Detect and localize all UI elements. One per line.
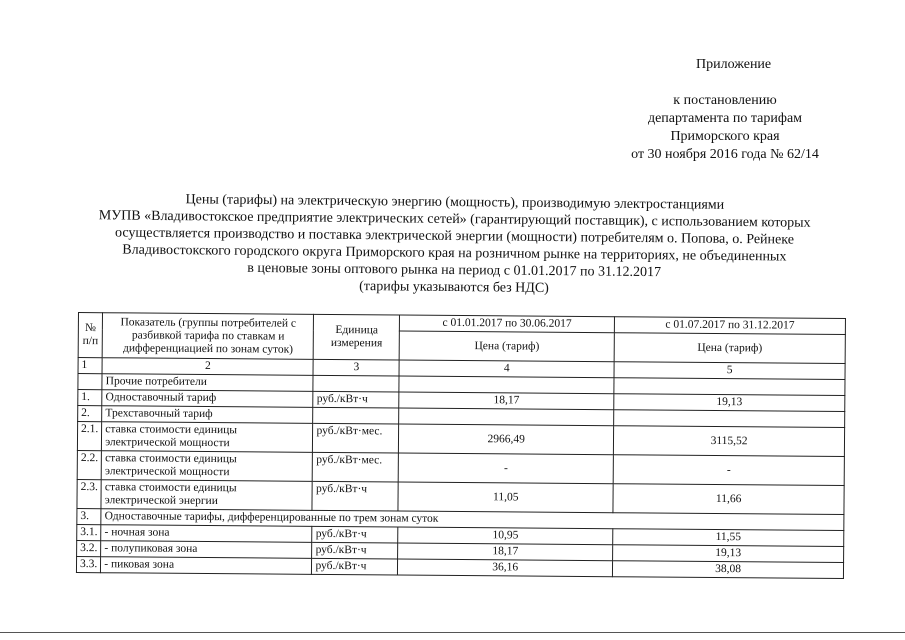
row-unit: руб./кВт·мес.: [313, 452, 399, 482]
header-price-2: Цена (тариф): [614, 333, 845, 364]
title-line: Владивостокского городского округа Приморского края на розничном рынке на территориях, не объединенных: [122, 242, 787, 265]
document-title: [69, 190, 840, 300]
row-num: 3.1.: [77, 524, 101, 540]
row-price-2: 38,08: [613, 561, 844, 579]
title-line: (тарифы указываются без НДС): [359, 279, 549, 297]
empty-cell: [399, 376, 614, 394]
approval-line: Приморского края: [670, 129, 780, 144]
column-number: 2: [102, 358, 313, 376]
row-price-1: 10,95: [398, 527, 613, 545]
title-line: МУПВ «Владивостокское предприятие электрических сетей» (гарантирующий поставщик), с использованием которых: [98, 208, 811, 231]
column-number: 3: [313, 359, 399, 376]
row-name: - полупиковая зона: [101, 541, 312, 559]
row-price-2: 3115,52: [614, 426, 845, 457]
row-price-2: 11,66: [613, 484, 844, 515]
row-price-1: 18,17: [398, 543, 613, 561]
column-number: 5: [614, 362, 845, 380]
header-period-1: с 01.01.2017 по 30.06.2017: [400, 315, 615, 333]
row-price-2: 11,55: [613, 529, 844, 547]
page-bottom-divider: [0, 632, 905, 633]
row-num: 3.3.: [76, 556, 100, 572]
header-period-2: с 01.07.2017 по 31.12.2017: [615, 317, 846, 335]
header-price-1: Цена (тариф): [399, 331, 614, 362]
row-price-1: -: [398, 453, 613, 484]
row-num: 1.: [78, 390, 102, 406]
row-num: 2.3.: [77, 479, 101, 508]
row-name: ставка стоимости единицы электрической мощности: [102, 422, 313, 453]
row-price-2: 19,13: [613, 545, 844, 563]
row-unit: руб./кВт·ч: [312, 481, 398, 511]
row-price-1: 18,17: [399, 392, 614, 410]
header-unit: Единица измерения: [314, 314, 400, 360]
row-price-1: 11,05: [398, 482, 613, 513]
header-num: № п/п: [78, 313, 103, 358]
row-price-1: [399, 408, 614, 426]
row-num: 2.1.: [77, 422, 101, 451]
empty-cell: [614, 378, 845, 396]
title-line: осуществляется производство и поставка электрической энергии (мощности) потребителям о. Попова, о. Рейнеке: [115, 225, 795, 248]
approval-block: [605, 92, 845, 164]
row-name: Трехставочный тариф: [102, 406, 313, 424]
column-number: 1: [78, 358, 102, 374]
row-num: 3.2.: [77, 540, 101, 556]
row-num: 2.: [78, 406, 102, 422]
header-indicator: Показатель (группы потребителей с разбивкой тарифа по ставкам и дифференциацией по зонам суток): [102, 313, 314, 360]
row-name: - ночная зона: [101, 525, 312, 543]
row-unit: руб./кВт·ч: [312, 526, 398, 543]
row-unit: руб./кВт·мес.: [313, 423, 399, 453]
empty-cell: [78, 374, 102, 390]
row-unit: руб./кВт·ч: [312, 542, 398, 559]
approval-line: от 30 ноября 2016 года № 62/14: [631, 147, 819, 162]
row-num: 2.2.: [77, 450, 101, 479]
empty-cell: [313, 375, 399, 392]
tariff-table: [76, 312, 846, 579]
row-unit: руб./кВт·ч: [313, 391, 399, 408]
row-price-2: -: [613, 455, 844, 486]
row-price-1: 36,16: [398, 559, 613, 577]
row-num: 3.: [77, 508, 101, 524]
row-price-2: [614, 410, 845, 428]
approval-line: департамента по тарифам: [647, 111, 803, 126]
section-title: Одноставочные тарифы, дифференцированные по трем зонам суток: [101, 509, 844, 531]
row-unit: [313, 407, 399, 424]
title-line: Цены (тарифы) на электрическую энергию (мощность), производимую электростанциями: [185, 192, 725, 213]
row-price-1: 2966,49: [399, 424, 614, 455]
column-number: 4: [399, 360, 614, 378]
row-name: ставка стоимости единицы электрической энергии: [101, 480, 312, 511]
row-name: - пиковая зона: [101, 557, 312, 575]
section-title: Прочие потребители: [102, 374, 313, 392]
title-line: в ценовые зоны оптового рынка на период с 01.01.2017 по 31.12.2017: [247, 260, 662, 281]
row-name: ставка стоимости единицы электрической мощности: [101, 451, 312, 482]
row-price-2: 19,13: [614, 394, 845, 412]
appendix-label: Приложение: [696, 57, 772, 72]
approval-line: к постановлению: [673, 93, 777, 108]
row-name: Одноставочный тариф: [102, 390, 313, 408]
row-unit: руб./кВт·ч: [312, 558, 398, 575]
